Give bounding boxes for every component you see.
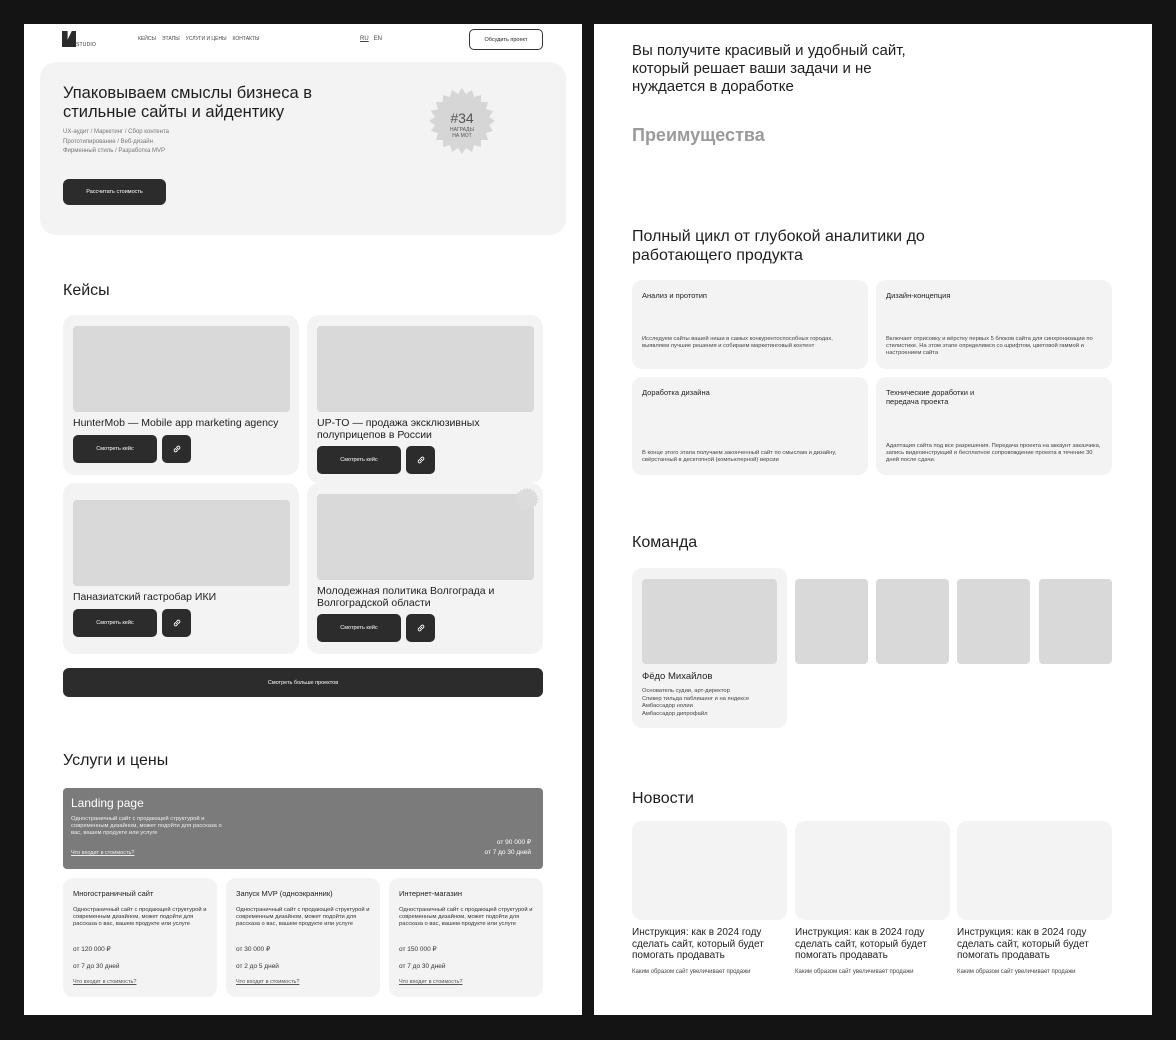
case-title: UP-TO — продажа эксклюзивных полуприцепов в России: [317, 417, 480, 441]
badge-label-line: НАГРАДЫ: [450, 127, 474, 133]
case-card[interactable]: [307, 315, 543, 483]
nav-item-services[interactable]: УСЛУГИ И ЦЕНЫ: [185, 36, 227, 42]
member-photo: [642, 579, 777, 664]
service-description: Одностраничный сайт с продающей структурой и современным дизайном, может подойти для рассказа о вас, вашем продукте или услуге: [236, 907, 370, 927]
news-description: Каким образом сайт увеличивает продажи: [957, 968, 1076, 975]
team-member-card[interactable]: [632, 568, 787, 728]
hero-services-line: Прототипирование / Веб-дизайн: [63, 138, 153, 145]
badge-label: [426, 127, 498, 139]
case-title: Молодежная политика Волгограда и Волгоградской области: [317, 585, 495, 609]
stage-description: В конце этого этапа получаем законченный сайт по смыслам и дизайну, свёрстанный в десктопной (компьютерной) версии: [642, 450, 837, 463]
stage-description: Адаптация сайта под все разрешения. Передача проекта на аккаунт заказчика, запись видеоинструкций и бесплатное сопровождение проекта в течение 30 дней после сдачи.: [886, 443, 1101, 463]
discuss-project-button[interactable]: Обсудить проект: [469, 29, 543, 50]
news-card[interactable]: [957, 821, 1112, 975]
member-role: Спикер тильда паблишинг и на яндексе: [642, 695, 750, 702]
case-link-button[interactable]: [406, 614, 435, 642]
intro-heading: Вы получите красивый и удобный сайт, который решает ваши задачи и не нуждается в доработке: [632, 42, 906, 95]
service-description: Одностраничный сайт с продающей структурой и современным дизайном, может подойти для рассказа о вас, вашем продукте или услуге: [71, 816, 222, 836]
whats-included-link[interactable]: Что входит в стоимость?: [71, 850, 135, 856]
nav-item-stages[interactable]: ЭТАПЫ: [161, 36, 180, 42]
case-image: [317, 326, 534, 412]
service-price-block: [484, 838, 531, 858]
service-card[interactable]: [226, 878, 380, 997]
lang-en[interactable]: EN: [373, 36, 383, 42]
view-case-button[interactable]: Смотреть кейс: [317, 446, 401, 474]
news-card[interactable]: [795, 821, 950, 975]
news-title: Инструкция: как в 2024 году сделать сайт, который будет помогать продавать: [795, 927, 927, 961]
whats-included-link[interactable]: Что входит в стоимость?: [73, 979, 137, 985]
stage-title: Дизайн-концепция: [886, 291, 951, 300]
calculate-cost-button[interactable]: Рассчитать стоимость: [63, 179, 166, 205]
service-price: от 150 000 ₽: [399, 946, 437, 953]
service-term: от 7 до 30 дней: [399, 963, 446, 970]
nav-item-cases[interactable]: КЕЙСЫ: [138, 36, 156, 42]
services-heading: Услуги и цены: [63, 752, 169, 769]
view-case-button[interactable]: Смотреть кейс: [317, 614, 401, 642]
whats-included-link[interactable]: Что входит в стоимость?: [399, 979, 463, 985]
team-member-photo[interactable]: [957, 579, 1030, 664]
hero-title: Упаковываем смыслы бизнеса в стильные сайты и айдентику: [63, 84, 312, 121]
advantages-heading: Преимущества: [632, 125, 765, 145]
service-term: от 7 до 30 дней: [484, 849, 531, 856]
service-description: Одностраничный сайт с продающей структурой и современным дизайном, может подойти для рассказа о вас, вашем продукте или услуге: [399, 907, 533, 927]
more-projects-button[interactable]: Смотреть больше проектов: [63, 668, 543, 697]
news-description: Каким образом сайт увеличивает продажи: [795, 968, 914, 975]
hero-services: [63, 128, 169, 157]
service-title: Многостраничный сайт: [73, 889, 154, 898]
case-card[interactable]: [307, 483, 543, 654]
link-icon: [172, 444, 182, 454]
service-price: от 120 000 ₽: [73, 946, 111, 953]
stage-title: Доработка дизайна: [642, 388, 710, 397]
team-member-photo[interactable]: [876, 579, 949, 664]
case-image: [73, 326, 290, 412]
right-page: [594, 24, 1152, 1015]
service-term: от 2 до 5 дней: [236, 963, 279, 970]
service-title: Запуск MVP (одноэкранник): [236, 889, 333, 898]
badge-number: #34: [450, 110, 474, 126]
hero-services-line: UX-аудит / Маркетинг / Сбор контента: [63, 129, 169, 135]
case-link-button[interactable]: [162, 435, 191, 463]
lang-ru[interactable]: RU: [360, 36, 369, 42]
language-switcher: [360, 36, 382, 42]
service-price: от 30 000 ₽: [236, 946, 271, 953]
member-name: Фёдо Михайлов: [642, 671, 713, 682]
view-case-button[interactable]: Смотреть кейс: [73, 609, 157, 637]
badge-label-line: НА МОТ: [452, 133, 472, 139]
main-nav: [138, 36, 259, 42]
stage-card: [632, 377, 868, 475]
awards-badge: [426, 87, 498, 159]
news-image: [632, 821, 787, 920]
case-card[interactable]: [63, 483, 299, 654]
link-icon: [416, 623, 426, 633]
news-card[interactable]: [632, 821, 787, 975]
stage-title: Анализ и прототип: [642, 291, 707, 300]
stage-title: Технические доработки и передача проекта: [886, 388, 975, 406]
service-price: от 90 000 ₽: [496, 839, 531, 846]
service-title: Landing page: [71, 796, 144, 810]
news-title: Инструкция: как в 2024 году сделать сайт, который будет помогать продавать: [957, 927, 1089, 961]
case-link-button[interactable]: [406, 446, 435, 474]
service-description: Одностраничный сайт с продающей структурой и современным дизайном, может подойти для рассказа о вас, вашем продукте или услуге: [73, 907, 207, 927]
team-member-photo[interactable]: [1039, 579, 1112, 664]
service-title: Интернет-магазин: [399, 889, 462, 898]
cases-heading: Кейсы: [63, 282, 110, 299]
service-landing-card[interactable]: [63, 788, 543, 869]
member-role: Основатель судии, арт-директор: [642, 688, 730, 694]
member-role: Амбассадор нолии: [642, 703, 693, 709]
link-icon: [416, 455, 426, 465]
news-image: [957, 821, 1112, 920]
stage-card: [876, 280, 1112, 369]
case-link-button[interactable]: [162, 609, 191, 637]
news-description: Каким образом сайт увеличивает продажи: [632, 968, 751, 975]
case-title: Паназиатский гастробар ИКИ: [73, 591, 217, 603]
left-page: [24, 24, 582, 1015]
logo-mark-icon: [62, 31, 76, 47]
link-icon: [172, 618, 182, 628]
logo-text: STUDIO: [76, 42, 97, 48]
team-member-photo[interactable]: [795, 579, 868, 664]
news-image: [795, 821, 950, 920]
service-card[interactable]: [389, 878, 543, 997]
stage-description: Включает отрисовку и вёрстку первых 5 блоков сайта для синхронизации по стилистике. На этом этапе определимся со шрифтом, цветовой гаммой и настроением сайта: [886, 336, 1093, 356]
award-seal-icon: [514, 487, 540, 513]
case-title: HunterMob — Mobile app marketing agency: [73, 417, 279, 429]
cycle-heading: Полный цикл от глубокой аналитики до работающего продукта: [632, 228, 925, 264]
service-card[interactable]: [63, 878, 217, 997]
hero-services-line: Фирменный стиль / Разработка MVP: [63, 148, 166, 154]
news-title: Инструкция: как в 2024 году сделать сайт, который будет помогать продавать: [632, 927, 764, 961]
case-image: [73, 500, 290, 586]
case-image: [317, 494, 534, 580]
stage-description: Исследуем сайты вашей ниши в самых конкурентоспособных городах, выявляем лучшие решения и собираем маркетинговый контент: [642, 336, 833, 349]
stage-card: [632, 280, 868, 369]
team-heading: Команда: [632, 534, 698, 551]
logo[interactable]: [62, 31, 96, 53]
nav-item-contacts[interactable]: КОНТАКТЫ: [232, 36, 260, 42]
member-roles: [642, 688, 749, 718]
service-term: от 7 до 30 дней: [73, 963, 120, 970]
stage-card: [876, 377, 1112, 475]
whats-included-link[interactable]: Что входит в стоимость?: [236, 979, 300, 985]
case-card[interactable]: [63, 315, 299, 475]
news-heading: Новости: [632, 790, 694, 807]
member-role: Амбассадор дипрофайл: [642, 710, 708, 717]
view-case-button[interactable]: Смотреть кейс: [73, 435, 157, 463]
hero-section: [40, 62, 566, 235]
